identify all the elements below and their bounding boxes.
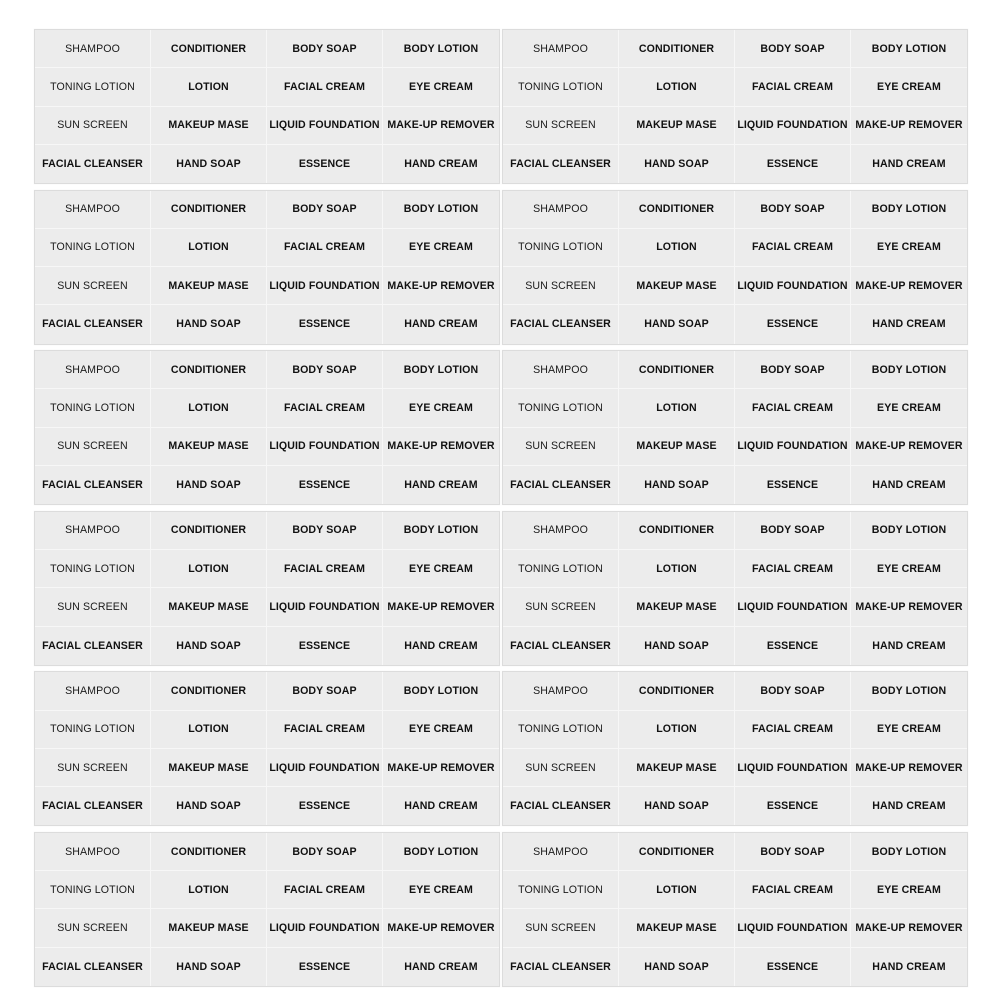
sticker-label: ESSENCE — [735, 305, 851, 343]
sticker-label: SUN SCREEN — [35, 428, 151, 466]
sticker-label: TONING LOTION — [35, 550, 151, 588]
sticker-label: FACIAL CREAM — [735, 389, 851, 427]
sticker-label: BODY LOTION — [851, 672, 967, 710]
sticker-label: LOTION — [151, 229, 267, 267]
sticker-label: HAND SOAP — [619, 466, 735, 504]
sticker-label: LOTION — [619, 229, 735, 267]
sticker-label: MAKEUP MASE — [151, 588, 267, 626]
sticker-label: TONING LOTION — [503, 389, 619, 427]
sticker-label: SUN SCREEN — [503, 428, 619, 466]
sticker-label: MAKE-UP REMOVER — [851, 909, 967, 947]
label-sticker-sheet — [34, 671, 500, 826]
sticker-label: HAND CREAM — [404, 479, 478, 492]
sticker-label: EYE CREAM — [851, 550, 967, 588]
sticker-label: BODY LOTION — [383, 191, 499, 229]
sticker-label: LOTION — [619, 550, 735, 588]
sticker-label: HAND CREAM — [872, 479, 946, 492]
sticker-label: EYE CREAM — [851, 229, 967, 267]
sticker-label: HAND SOAP — [151, 627, 267, 665]
sticker-label: HAND SOAP — [151, 787, 267, 825]
sticker-label: LOTION — [619, 68, 735, 106]
sticker-label: TONING LOTION — [503, 229, 619, 267]
sticker-label: BODY LOTION — [383, 833, 499, 871]
sticker-label: TONING LOTION — [503, 711, 619, 749]
sticker-label: BODY LOTION — [383, 672, 499, 710]
sticker-label: CONDITIONER — [619, 191, 735, 229]
label-sticker-sheet — [34, 190, 500, 345]
label-sticker-sheet — [502, 350, 968, 505]
sticker-label: HAND SOAP — [619, 305, 735, 343]
sticker-label: HAND SOAP — [619, 948, 735, 986]
sticker-label: FACIAL CLEANSER — [503, 145, 619, 183]
sticker-label: FACIAL CLEANSER — [35, 466, 151, 504]
sticker-label: HAND SOAP — [151, 948, 267, 986]
sticker-label: BODY SOAP — [267, 672, 383, 710]
sticker-label: HAND CREAM — [872, 157, 946, 170]
sticker-label: HAND SOAP — [151, 145, 267, 183]
sticker-label: MAKE-UP REMOVER — [851, 749, 967, 787]
sticker-label: MAKEUP MASE — [151, 909, 267, 947]
sticker-label: ESSENCE — [267, 466, 383, 504]
sticker-label: LIQUID FOUNDATION — [267, 909, 383, 947]
sticker-label: HAND CREAM — [404, 639, 478, 652]
label-sticker-sheet — [502, 29, 968, 184]
sticker-label: MAKE-UP REMOVER — [851, 428, 967, 466]
sticker-label: TONING LOTION — [35, 871, 151, 909]
sticker-label: SHAMPOO — [35, 833, 151, 871]
sticker-label: LIQUID FOUNDATION — [735, 909, 851, 947]
sticker-label: LOTION — [151, 550, 267, 588]
sticker-label: SHAMPOO — [35, 351, 151, 389]
sticker-label: BODY SOAP — [735, 30, 851, 68]
sticker-label: CONDITIONER — [151, 672, 267, 710]
sticker-label: ESSENCE — [267, 305, 383, 343]
sticker-label: MAKE-UP REMOVER — [851, 107, 967, 145]
sticker-label: FACIAL CREAM — [735, 550, 851, 588]
label-sticker-sheet — [502, 671, 968, 826]
sticker-label: SUN SCREEN — [35, 909, 151, 947]
sticker-label: SUN SCREEN — [503, 107, 619, 145]
sticker-label: FACIAL CLEANSER — [503, 627, 619, 665]
sticker-label: ESSENCE — [735, 466, 851, 504]
sticker-label: ESSENCE — [735, 627, 851, 665]
sticker-label: MAKE-UP REMOVER — [851, 588, 967, 626]
sticker-label: BODY LOTION — [383, 512, 499, 550]
sticker-label: HAND SOAP — [619, 145, 735, 183]
sticker-label: BODY LOTION — [851, 512, 967, 550]
sticker-label: LOTION — [151, 871, 267, 909]
label-sticker-sheet — [34, 511, 500, 666]
sticker-label: FACIAL CREAM — [735, 229, 851, 267]
label-sticker-sheet — [34, 29, 500, 184]
sticker-label: FACIAL CREAM — [267, 68, 383, 106]
sticker-label: CONDITIONER — [151, 351, 267, 389]
sticker-label: FACIAL CREAM — [267, 229, 383, 267]
sticker-label: SHAMPOO — [35, 672, 151, 710]
sticker-label: EYE CREAM — [383, 68, 499, 106]
sticker-label: FACIAL CLEANSER — [35, 145, 151, 183]
sticker-label: ESSENCE — [735, 787, 851, 825]
sticker-label: FACIAL CREAM — [267, 711, 383, 749]
sticker-label: SHAMPOO — [35, 512, 151, 550]
sticker-label: LOTION — [151, 68, 267, 106]
sticker-label: HAND SOAP — [619, 627, 735, 665]
sticker-label: CONDITIONER — [619, 672, 735, 710]
sticker-label: ESSENCE — [267, 145, 383, 183]
label-sticker-sheet — [34, 350, 500, 505]
sticker-label: BODY SOAP — [735, 191, 851, 229]
sticker-label: BODY LOTION — [383, 30, 499, 68]
sticker-label: LIQUID FOUNDATION — [267, 428, 383, 466]
sticker-label: EYE CREAM — [383, 711, 499, 749]
sticker-label: LIQUID FOUNDATION — [735, 749, 851, 787]
sticker-label: SUN SCREEN — [35, 749, 151, 787]
sticker-label: BODY SOAP — [267, 30, 383, 68]
sticker-label: SHAMPOO — [35, 30, 151, 68]
sticker-label: HAND CREAM — [404, 960, 478, 973]
sticker-label: CONDITIONER — [151, 30, 267, 68]
sticker-label: LIQUID FOUNDATION — [267, 588, 383, 626]
sticker-label: ESSENCE — [267, 627, 383, 665]
sticker-label: LIQUID FOUNDATION — [267, 749, 383, 787]
sticker-label: ESSENCE — [735, 948, 851, 986]
sticker-label: BODY LOTION — [851, 30, 967, 68]
sticker-label: TONING LOTION — [35, 229, 151, 267]
sticker-label: BODY SOAP — [267, 191, 383, 229]
sticker-label: CONDITIONER — [151, 833, 267, 871]
sticker-label: SUN SCREEN — [35, 588, 151, 626]
sticker-label: CONDITIONER — [619, 512, 735, 550]
sticker-label: BODY SOAP — [267, 351, 383, 389]
sticker-label: FACIAL CLEANSER — [503, 948, 619, 986]
sticker-label: BODY SOAP — [267, 512, 383, 550]
sticker-label: EYE CREAM — [383, 550, 499, 588]
sticker-label: SHAMPOO — [503, 512, 619, 550]
sticker-label: FACIAL CREAM — [267, 550, 383, 588]
sticker-label: LOTION — [151, 711, 267, 749]
sticker-label: TONING LOTION — [503, 68, 619, 106]
sticker-label: LIQUID FOUNDATION — [735, 267, 851, 305]
sticker-label: FACIAL CREAM — [267, 389, 383, 427]
sticker-label: MAKEUP MASE — [619, 909, 735, 947]
label-sticker-sheet — [34, 832, 500, 987]
sticker-label: SUN SCREEN — [35, 107, 151, 145]
sticker-label: BODY SOAP — [735, 512, 851, 550]
sticker-label: MAKEUP MASE — [151, 749, 267, 787]
sticker-label: LOTION — [619, 871, 735, 909]
sticker-label: BODY SOAP — [735, 672, 851, 710]
sticker-label: BODY SOAP — [735, 833, 851, 871]
sticker-label: MAKEUP MASE — [619, 267, 735, 305]
sticker-label: FACIAL CLEANSER — [503, 466, 619, 504]
sticker-label: BODY SOAP — [267, 833, 383, 871]
sticker-label: HAND CREAM — [872, 800, 946, 813]
sticker-label: SHAMPOO — [503, 30, 619, 68]
sticker-label: HAND CREAM — [872, 318, 946, 331]
sticker-label: HAND CREAM — [404, 157, 478, 170]
sticker-label: TONING LOTION — [35, 68, 151, 106]
sticker-label: BODY LOTION — [851, 833, 967, 871]
sticker-label: FACIAL CLEANSER — [503, 305, 619, 343]
sticker-label: ESSENCE — [735, 145, 851, 183]
sticker-label: MAKE-UP REMOVER — [383, 107, 499, 145]
sticker-label: TONING LOTION — [35, 389, 151, 427]
sticker-label: ESSENCE — [267, 948, 383, 986]
sticker-label: FACIAL CLEANSER — [35, 948, 151, 986]
sticker-label: CONDITIONER — [619, 30, 735, 68]
sticker-label: LOTION — [151, 389, 267, 427]
sticker-label: BODY SOAP — [735, 351, 851, 389]
sticker-label: LIQUID FOUNDATION — [267, 107, 383, 145]
sticker-label: FACIAL CREAM — [735, 68, 851, 106]
sticker-label: LIQUID FOUNDATION — [267, 267, 383, 305]
sticker-label: FACIAL CREAM — [735, 711, 851, 749]
sticker-label: SUN SCREEN — [503, 588, 619, 626]
sticker-label: HAND CREAM — [872, 960, 946, 973]
sticker-label: SHAMPOO — [503, 833, 619, 871]
sticker-label: MAKEUP MASE — [151, 428, 267, 466]
sticker-label: EYE CREAM — [851, 711, 967, 749]
sticker-label: BODY LOTION — [851, 191, 967, 229]
sticker-label: MAKE-UP REMOVER — [383, 428, 499, 466]
sticker-label: CONDITIONER — [619, 833, 735, 871]
sticker-label: SHAMPOO — [35, 191, 151, 229]
sticker-label: FACIAL CLEANSER — [503, 787, 619, 825]
sticker-label: LIQUID FOUNDATION — [735, 107, 851, 145]
sticker-label: MAKEUP MASE — [151, 107, 267, 145]
sticker-label: SUN SCREEN — [35, 267, 151, 305]
sticker-label: MAKE-UP REMOVER — [383, 749, 499, 787]
sticker-label: SHAMPOO — [503, 672, 619, 710]
sticker-label: MAKE-UP REMOVER — [383, 267, 499, 305]
sticker-label: EYE CREAM — [383, 229, 499, 267]
sticker-label: MAKE-UP REMOVER — [383, 909, 499, 947]
sticker-label: FACIAL CREAM — [267, 871, 383, 909]
sticker-label: MAKEUP MASE — [619, 749, 735, 787]
sticker-label: MAKEUP MASE — [619, 428, 735, 466]
sticker-label: SHAMPOO — [503, 191, 619, 229]
sticker-label: EYE CREAM — [383, 871, 499, 909]
sticker-label: EYE CREAM — [383, 389, 499, 427]
sticker-label: HAND SOAP — [619, 787, 735, 825]
sticker-label: HAND SOAP — [151, 305, 267, 343]
sticker-label: MAKEUP MASE — [619, 107, 735, 145]
label-sticker-sheet — [502, 832, 968, 987]
sticker-label: LIQUID FOUNDATION — [735, 588, 851, 626]
sticker-label: FACIAL CREAM — [735, 871, 851, 909]
label-sticker-sheet — [502, 190, 968, 345]
sticker-label: EYE CREAM — [851, 68, 967, 106]
sticker-label: HAND CREAM — [404, 318, 478, 331]
sticker-label: LOTION — [619, 711, 735, 749]
sticker-label: EYE CREAM — [851, 389, 967, 427]
sticker-label: FACIAL CLEANSER — [35, 305, 151, 343]
sticker-label: SHAMPOO — [503, 351, 619, 389]
sticker-label: CONDITIONER — [619, 351, 735, 389]
sticker-label: FACIAL CLEANSER — [35, 627, 151, 665]
sticker-label: TONING LOTION — [503, 871, 619, 909]
sticker-label: TONING LOTION — [35, 711, 151, 749]
sticker-label: CONDITIONER — [151, 191, 267, 229]
sticker-label: CONDITIONER — [151, 512, 267, 550]
sticker-label: BODY LOTION — [383, 351, 499, 389]
sticker-label: FACIAL CLEANSER — [35, 787, 151, 825]
sticker-label: LOTION — [619, 389, 735, 427]
sticker-label: SUN SCREEN — [503, 749, 619, 787]
sticker-label: MAKE-UP REMOVER — [851, 267, 967, 305]
sticker-sheet-grid — [34, 29, 968, 987]
sticker-label: MAKEUP MASE — [619, 588, 735, 626]
sticker-label: ESSENCE — [267, 787, 383, 825]
sticker-label: HAND CREAM — [872, 639, 946, 652]
sticker-label: LIQUID FOUNDATION — [735, 428, 851, 466]
sticker-label: SUN SCREEN — [503, 909, 619, 947]
label-sticker-sheet — [502, 511, 968, 666]
sticker-label: SUN SCREEN — [503, 267, 619, 305]
sticker-label: MAKE-UP REMOVER — [383, 588, 499, 626]
sticker-label: BODY LOTION — [851, 351, 967, 389]
sticker-label: MAKEUP MASE — [151, 267, 267, 305]
sticker-label: EYE CREAM — [851, 871, 967, 909]
sticker-label: HAND CREAM — [404, 800, 478, 813]
sticker-label: HAND SOAP — [151, 466, 267, 504]
sticker-label: TONING LOTION — [503, 550, 619, 588]
